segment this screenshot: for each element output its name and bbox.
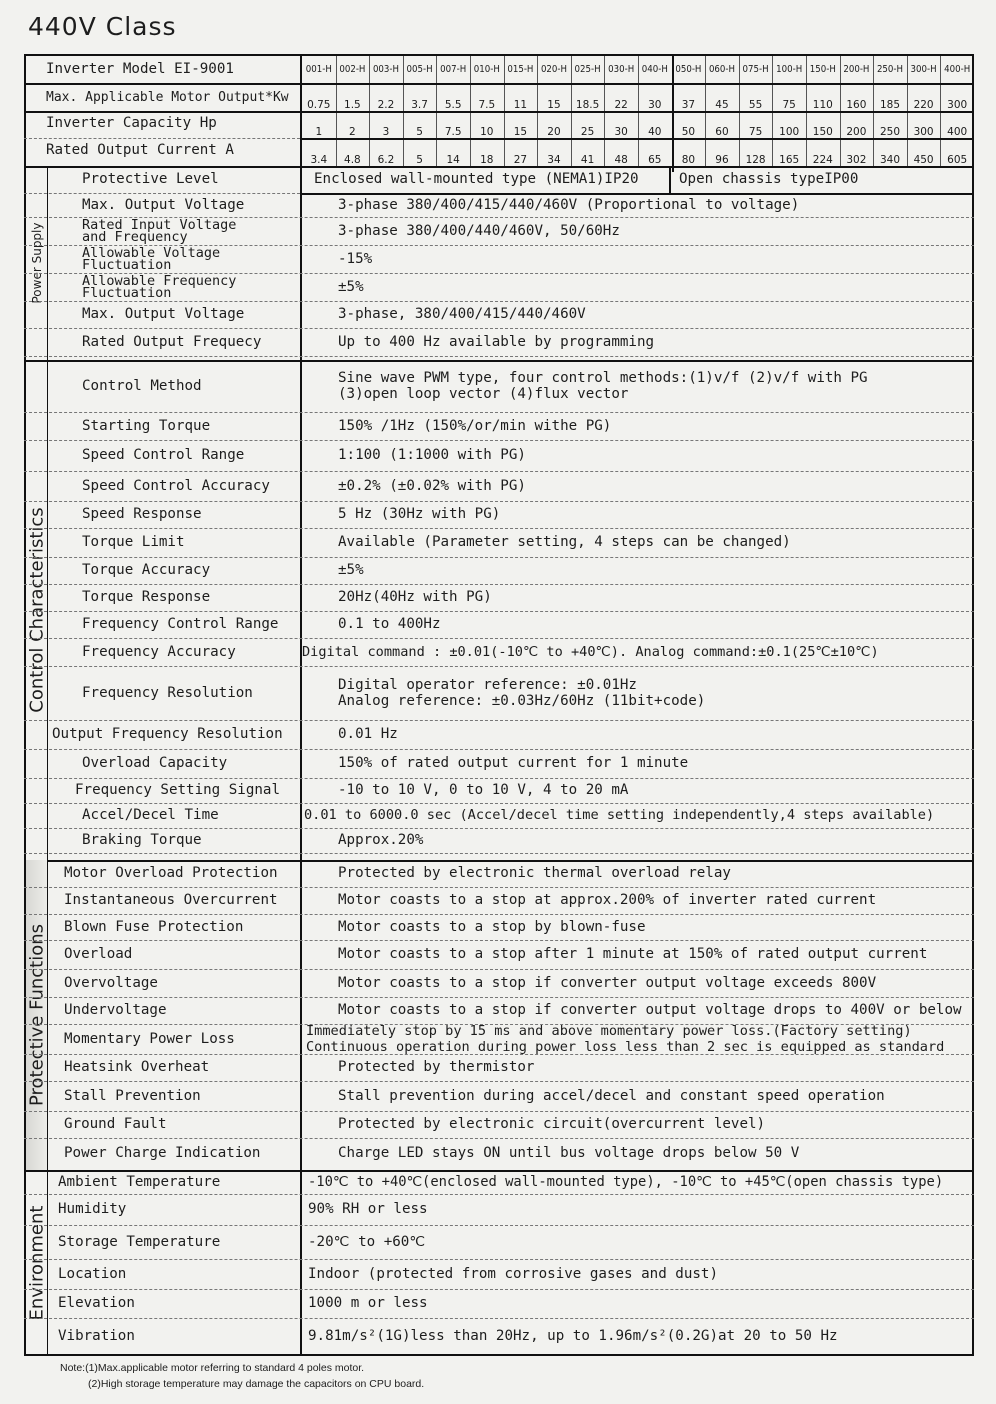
spec-value: Approx.20% bbox=[338, 832, 424, 848]
spec-label: Undervoltage bbox=[64, 1002, 167, 1018]
model-code-cell: 050-H bbox=[675, 64, 702, 75]
motor-kw-cell: 185 bbox=[879, 99, 900, 111]
section-control_characteristics bbox=[26, 360, 48, 860]
spec-label: Frequency Accuracy bbox=[82, 643, 236, 660]
capacity-hp-cell: 10 bbox=[480, 126, 494, 138]
model-code-cell: 001-H bbox=[305, 64, 332, 75]
spec-value: 1000 m or less bbox=[308, 1295, 428, 1311]
motor-kw-cell: 2.2 bbox=[377, 99, 395, 111]
capacity-hp-cell: 1 bbox=[315, 126, 323, 138]
model-code-cell: 030-H bbox=[608, 64, 635, 75]
spec-value: Stall prevention during accel/decel and constant speed operation bbox=[338, 1087, 885, 1104]
capacity-hp-cell: 200 bbox=[846, 126, 867, 138]
spec-value: 0.01 to 6000.0 sec (Accel/decel time setting independently,4 steps available) bbox=[304, 807, 935, 823]
model-code-cell: 003-H bbox=[372, 64, 400, 75]
spec-label: Output Frequency Resolution bbox=[52, 726, 283, 742]
spec-label: Torque Accuracy bbox=[82, 562, 211, 578]
current-a-cell: 41 bbox=[580, 154, 595, 166]
section-title: Control Characteristics bbox=[26, 507, 47, 713]
row-rule bbox=[24, 1194, 974, 1195]
spec-label: Torque Response bbox=[82, 589, 211, 605]
header-label-2: Inverter Capacity Hp bbox=[46, 115, 217, 131]
section-title: Power Supply bbox=[29, 222, 44, 304]
column-divider bbox=[672, 56, 674, 172]
spec-value: Protected by thermistor bbox=[338, 1059, 535, 1075]
header-label-3: Rated Output Current A bbox=[46, 142, 234, 158]
motor-kw-cell: 160 bbox=[846, 99, 867, 111]
spec-label: Allowable Voltage Fluctuation bbox=[82, 245, 221, 273]
spec-value: Up to 400 Hz available by programming bbox=[338, 333, 655, 350]
spec-value: Sine wave PWM type, four control methods:(1)v/f (2)v/f with PG (3)open loop vector (4)flux vector bbox=[338, 370, 868, 402]
motor-kw-cell: 110 bbox=[812, 99, 833, 111]
motor-kw-cell: 300 bbox=[947, 99, 968, 111]
section-title: Environment bbox=[26, 1205, 47, 1321]
spec-label: Speed Control Range bbox=[82, 447, 245, 463]
current-a-cell: 4.8 bbox=[344, 154, 361, 166]
current-a-cell: 96 bbox=[715, 154, 729, 166]
spec-value: 9.81m/s²(1G)less than 20Hz, up to 1.96m/s²(0.2G)at 20 to 50 Hz bbox=[308, 1327, 838, 1344]
spec-label: Vibration bbox=[58, 1327, 135, 1344]
model-code-cell: 040-H bbox=[641, 64, 668, 75]
spec-value: -15% bbox=[338, 250, 373, 267]
capacity-hp-cell: 7.5 bbox=[444, 126, 462, 138]
spec-value: Available (Parameter setting, 4 steps can be changed) bbox=[338, 534, 791, 550]
current-a-cell: 605 bbox=[947, 154, 968, 166]
spec-label: Frequency Setting Signal bbox=[75, 782, 280, 798]
motor-kw-cell: 0.75 bbox=[307, 99, 331, 111]
capacity-hp-cell: 30 bbox=[614, 126, 628, 138]
motor-kw-cell: 7.5 bbox=[478, 99, 496, 111]
page-title: 440V Class bbox=[28, 12, 177, 41]
section-environment bbox=[26, 1170, 48, 1356]
spec-label: Overvoltage bbox=[64, 974, 158, 991]
spec-value: 5 Hz (30Hz with PG) bbox=[338, 506, 501, 522]
spec-value: Motor coasts to a stop if converter output voltage exceeds 800V bbox=[338, 974, 877, 991]
spec-value: ±0.2% (±0.02% with PG) bbox=[338, 477, 526, 494]
motor-kw-cell: 22 bbox=[614, 99, 628, 111]
spec-label: Location bbox=[58, 1265, 127, 1282]
spec-value: 20Hz(40Hz with PG) bbox=[338, 589, 492, 605]
model-code-cell: 007-H bbox=[440, 64, 467, 75]
spec-value: Motor coasts to a stop at approx.200% of inverter rated current bbox=[338, 892, 877, 908]
capacity-hp-cell: 15 bbox=[513, 126, 528, 138]
header-label-0: Inverter Model EI-9001 bbox=[46, 61, 234, 77]
spec-label: Frequency Resolution bbox=[82, 684, 253, 701]
spec-label: Max. Output Voltage bbox=[82, 196, 245, 213]
spec-label: Stall Prevention bbox=[64, 1087, 201, 1104]
spec-label: Storage Temperature bbox=[58, 1233, 221, 1250]
spec-value: Immediately stop by 15 ms and above momentary power loss.(Factory setting) Continuous operation during power loss less than 2 sec is equipped as standard bbox=[306, 1023, 945, 1055]
model-code-cell: 010-H bbox=[473, 64, 500, 75]
current-a-cell: 224 bbox=[812, 154, 833, 166]
model-code-cell: 250-H bbox=[876, 64, 904, 75]
motor-kw-cell: 18.5 bbox=[575, 99, 600, 111]
motor-kw-cell: 5.5 bbox=[444, 99, 462, 111]
spec-value: Motor coasts to a stop by blown-fuse bbox=[338, 918, 646, 935]
capacity-hp-cell: 5 bbox=[416, 126, 423, 138]
capacity-hp-cell: 300 bbox=[913, 126, 934, 138]
row-rule bbox=[24, 1289, 974, 1290]
spec-value: 0.1 to 400Hz bbox=[338, 616, 441, 632]
model-code-cell: 150-H bbox=[809, 64, 836, 75]
spec-label: Torque Limit bbox=[82, 534, 185, 550]
spec-label: Ground Fault bbox=[64, 1116, 167, 1132]
spec-label: Motor Overload Protection bbox=[64, 865, 278, 881]
spec-value: Digital command : ±0.01(-10℃ to +40℃). Analog command:±0.1(25℃±10℃) bbox=[302, 643, 879, 660]
spec-value: Protected by electronic circuit(overcurrent level) bbox=[338, 1116, 766, 1132]
row-rule bbox=[24, 356, 974, 357]
current-a-cell: 6.2 bbox=[377, 154, 395, 166]
note-1: Note:(1)Max.applicable motor referring to standard 4 poles motor. bbox=[60, 1362, 365, 1374]
current-a-cell: 340 bbox=[879, 154, 900, 166]
header-rule bbox=[24, 111, 974, 113]
spec-value: Motor coasts to a stop if converter output voltage drops to 400V or below bbox=[338, 1002, 962, 1018]
model-code-cell: 075-H bbox=[742, 64, 769, 75]
note-2: (2)High storage temperature may damage the capacitors on CPU board. bbox=[88, 1378, 425, 1390]
motor-kw-cell: 37 bbox=[681, 99, 696, 111]
motor-kw-cell: 45 bbox=[715, 99, 729, 111]
motor-kw-cell: 3.7 bbox=[411, 99, 428, 111]
current-a-cell: 128 bbox=[745, 154, 766, 166]
current-a-cell: 80 bbox=[681, 154, 696, 166]
spec-value: 3-phase, 380/400/415/440/460V bbox=[338, 306, 586, 322]
spec-label: Frequency Control Range bbox=[82, 616, 279, 632]
motor-kw-cell: 15 bbox=[547, 99, 561, 111]
spec-label: Speed Response bbox=[82, 506, 202, 522]
model-code-cell: 400-H bbox=[944, 64, 971, 75]
model-code-cell: 100-H bbox=[776, 64, 803, 75]
spec-value: 150% of rated output current for 1 minute bbox=[338, 755, 689, 771]
current-a-cell: 5 bbox=[416, 154, 423, 166]
capacity-hp-cell: 20 bbox=[547, 126, 561, 138]
capacity-hp-cell: 75 bbox=[748, 126, 763, 138]
capacity-hp-cell: 2 bbox=[349, 126, 356, 138]
capacity-hp-cell: 100 bbox=[779, 126, 800, 138]
motor-kw-cell: 30 bbox=[648, 99, 662, 111]
spec-value: Indoor (protected from corrosive gases and dust) bbox=[308, 1265, 718, 1282]
label-value-divider bbox=[300, 54, 302, 1356]
spec-label: Ambient Temperature bbox=[58, 1173, 221, 1190]
model-code-cell: 020-H bbox=[540, 64, 568, 75]
spec-label: Power Charge Indication bbox=[64, 1144, 261, 1161]
header-label-1: Max. Applicable Motor Output*Kw bbox=[46, 89, 289, 105]
spec-label: Protective Level bbox=[82, 171, 219, 187]
motor-kw-cell: 1.5 bbox=[344, 99, 361, 111]
capacity-hp-cell: 150 bbox=[812, 126, 833, 138]
current-a-cell: 165 bbox=[779, 154, 800, 166]
model-code-cell: 300-H bbox=[910, 64, 937, 75]
spec-value: 0.01 Hz bbox=[338, 726, 398, 742]
spec-value: -10 to 10 V, 0 to 10 V, 4 to 20 mA bbox=[338, 782, 629, 798]
spec-label: Blown Fuse Protection bbox=[64, 918, 244, 935]
footnotes bbox=[60, 1360, 424, 1392]
model-code-cell: 002-H bbox=[339, 64, 366, 75]
section-power_supply bbox=[26, 166, 48, 360]
protective-level-open: Open chassis typeIP00 bbox=[679, 171, 859, 187]
spec-value: -20℃ to +60℃ bbox=[308, 1233, 426, 1250]
spec-value: Protected by electronic thermal overload relay bbox=[338, 865, 731, 881]
spec-value: Charge LED stays ON until bus voltage drops below 50 V bbox=[338, 1144, 800, 1161]
current-a-cell: 14 bbox=[446, 154, 460, 166]
spec-value: Motor coasts to a stop after 1 minute at 150% of rated output current bbox=[338, 946, 928, 962]
model-code-cell: 025-H bbox=[574, 64, 601, 75]
spec-value: 150% /1Hz (150%/or/min withe PG) bbox=[338, 417, 612, 434]
spec-value: ±5% bbox=[338, 562, 364, 578]
capacity-hp-cell: 25 bbox=[580, 126, 595, 138]
spec-label: Allowable Frequency Fluctuation bbox=[82, 273, 237, 301]
spec-label: Rated Output Frequecy bbox=[82, 333, 262, 350]
header-rule bbox=[24, 83, 974, 85]
current-a-cell: 3.4 bbox=[310, 154, 328, 166]
section-protective_functions bbox=[26, 860, 48, 1170]
current-a-cell: 65 bbox=[648, 154, 662, 166]
capacity-hp-cell: 400 bbox=[947, 126, 968, 138]
spec-value: 3-phase 380/400/440/460V, 50/60Hz bbox=[338, 222, 620, 239]
spec-label: Momentary Power Loss bbox=[64, 1030, 235, 1047]
spec-label: Braking Torque bbox=[82, 832, 202, 848]
spec-value: 1:100 (1:1000 with PG) bbox=[338, 447, 526, 463]
protective-level-divider bbox=[669, 166, 671, 193]
model-code-cell: 015-H bbox=[507, 64, 534, 75]
protective-level-enclosed: Enclosed wall-mounted type (NEMA1)IP20 bbox=[314, 171, 639, 187]
spec-label: Rated Input Voltage and Frequency bbox=[82, 217, 237, 245]
spec-label: Control Method bbox=[82, 377, 202, 394]
motor-kw-cell: 75 bbox=[782, 99, 796, 111]
capacity-hp-cell: 60 bbox=[715, 126, 729, 138]
spec-label: Starting Torque bbox=[82, 417, 211, 434]
capacity-hp-cell: 50 bbox=[681, 126, 696, 138]
spec-label: Max. Output Voltage bbox=[82, 306, 245, 322]
current-a-cell: 450 bbox=[913, 154, 934, 166]
model-code-cell: 005-H bbox=[406, 64, 433, 75]
section-title: Protective Functions bbox=[26, 923, 47, 1107]
current-a-cell: 48 bbox=[614, 154, 628, 166]
capacity-hp-cell: 40 bbox=[648, 126, 662, 138]
spec-value: 90% RH or less bbox=[308, 1201, 428, 1217]
spec-value: -10℃ to +40℃(enclosed wall-mounted type), -10℃ to +45℃(open chassis type) bbox=[308, 1173, 944, 1190]
current-a-cell: 34 bbox=[547, 154, 561, 166]
spec-label: Humidity bbox=[58, 1201, 127, 1217]
header-rule bbox=[24, 138, 300, 139]
spec-label: Overload bbox=[64, 946, 133, 962]
spec-value: ±5% bbox=[338, 278, 364, 295]
current-a-cell: 302 bbox=[846, 154, 867, 166]
spec-value: Digital operator reference: ±0.01Hz Analog reference: ±0.03Hz/60Hz (11bit+code) bbox=[338, 677, 706, 709]
spec-label: Elevation bbox=[58, 1295, 135, 1311]
spec-label: Speed Control Accuracy bbox=[82, 477, 270, 494]
header-rule bbox=[300, 138, 974, 140]
spec-label: Instantaneous Overcurrent bbox=[64, 892, 278, 908]
model-code-cell: 200-H bbox=[843, 64, 870, 75]
spec-label: Heatsink Overheat bbox=[64, 1059, 210, 1075]
spec-label: Accel/Decel Time bbox=[82, 807, 219, 823]
spec-label: Overload Capacity bbox=[82, 755, 228, 771]
model-code-cell: 060-H bbox=[708, 64, 736, 75]
motor-kw-cell: 220 bbox=[913, 99, 934, 111]
row-rule bbox=[24, 853, 974, 854]
current-a-cell: 18 bbox=[480, 154, 494, 166]
capacity-hp-cell: 250 bbox=[879, 126, 900, 138]
current-a-cell: 27 bbox=[513, 154, 528, 166]
spec-value: 3-phase 380/400/415/440/460V (Proportional to voltage) bbox=[338, 196, 800, 213]
motor-kw-cell: 55 bbox=[748, 99, 763, 111]
capacity-hp-cell: 3 bbox=[382, 126, 390, 138]
motor-kw-cell: 11 bbox=[513, 99, 528, 111]
